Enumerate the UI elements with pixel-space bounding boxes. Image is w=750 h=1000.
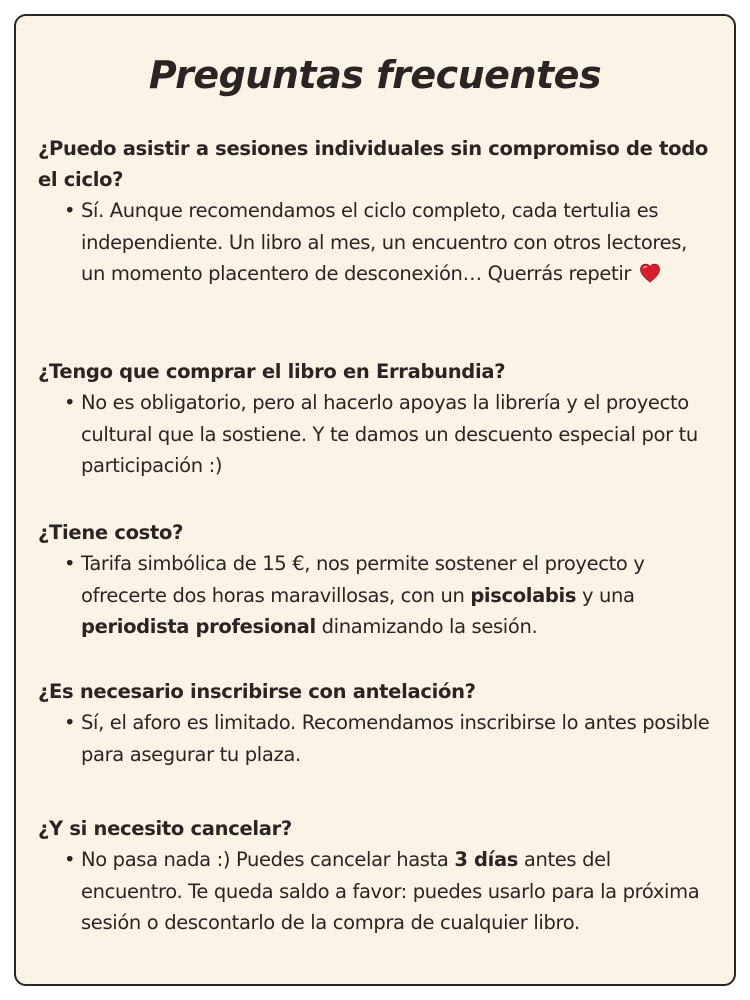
bullet: •: [64, 552, 76, 575]
faq-answer-text: dinamizando la sesión.: [315, 615, 538, 638]
bullet: •: [64, 848, 76, 871]
faq-answer-list: [38, 195, 714, 290]
faq-answer-text: y una: [576, 583, 635, 607]
bullet: •: [64, 391, 76, 414]
faq-question: ¿Tengo que comprar el libro en Errabundia?: [38, 360, 506, 383]
faq-answer-text: antes del encuentro. Te queda saldo a favor: puedes usarlo para la próxima sesión o descontarlo de la compra de cualquier libro.: [81, 848, 700, 934]
faq-answer: [64, 707, 714, 770]
faq-answer-text: Sí. Aunque recomendamos el ciclo completo, cada tertulia es independiente. Un libro al mes, un encuentro con otros lectores, un momento placentero de desconexión… Querrás repetir: [81, 199, 687, 285]
faq-answer-bold: piscolabis: [470, 583, 577, 607]
bullet: •: [64, 711, 76, 734]
bullet: •: [64, 199, 76, 222]
faq-answer-bold: periodista profesional: [81, 615, 316, 638]
faq-answer-bold: 3 días: [454, 848, 519, 871]
faq-answer-list: [38, 707, 714, 770]
faq-item: [38, 517, 714, 643]
faq-item: [38, 676, 714, 770]
faq-question: ¿Tiene costo?: [38, 521, 184, 544]
faq-answer: [64, 844, 714, 939]
faq-answer-list: [38, 387, 714, 482]
faq-answer-text: Sí, el aforo es limitado. Recomendamos inscribirse lo antes posible para asegurar tu plaza.: [81, 711, 710, 766]
faq-answer: [64, 548, 714, 643]
faq-answer: [64, 387, 714, 482]
heart-icon: [639, 263, 661, 283]
page-title: Preguntas frecuentes: [148, 53, 602, 97]
faq-answer: [64, 195, 714, 290]
faq-answer-list: [38, 844, 714, 939]
faq-answer-text: No pasa nada :) Puedes cancelar hasta: [81, 848, 455, 871]
faq-card: [14, 14, 736, 986]
faq-question: ¿Puedo asistir a sesiones individuales sin compromiso de todo el ciclo?: [38, 137, 708, 191]
faq-item: [38, 813, 714, 939]
faq-answer-list: [38, 548, 714, 643]
faq-answer-text: No es obligatorio, pero al hacerlo apoyas la librería y el proyecto cultural que la sostiene. Y te damos un descuento especial por tu participación :): [81, 391, 698, 477]
faq-question: ¿Es necesario inscribirse con antelación?: [38, 680, 476, 703]
faq-answer-text: Tarifa simbólica de 15 €, nos permite sostener el proyecto y ofrecerte dos horas maravillosas, con un: [81, 552, 645, 607]
faq-question: ¿Y si necesito cancelar?: [38, 817, 292, 840]
faq-item: [38, 133, 714, 290]
faq-item: [38, 356, 714, 482]
